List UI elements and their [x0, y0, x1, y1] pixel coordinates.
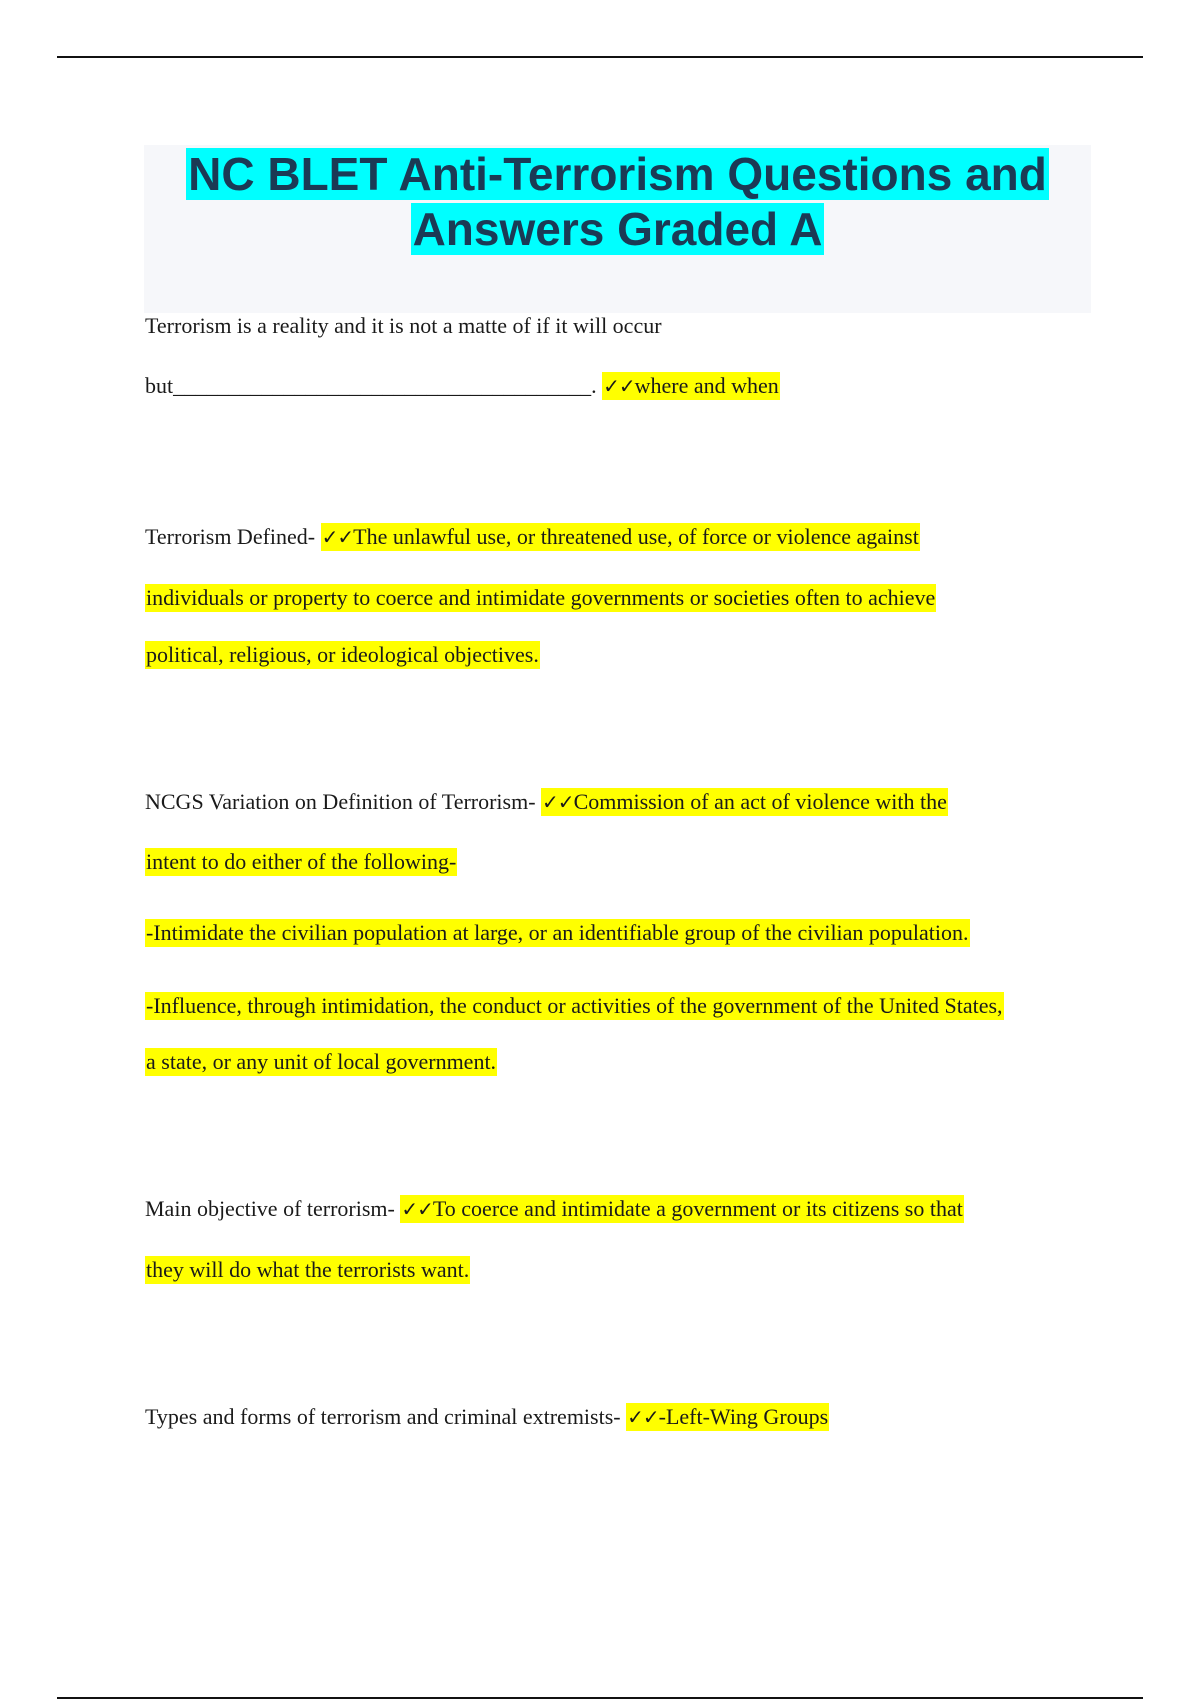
double-check-icon: ✓✓: [401, 1197, 433, 1221]
question-text: but______________________________________.: [145, 373, 603, 398]
qa-line: [145, 787, 948, 817]
qa-line: [145, 1047, 497, 1077]
qa-line: [145, 1194, 964, 1224]
qa-line: [145, 918, 970, 948]
question-text: Terrorism is a reality and it is not a matte of if it will occur: [145, 313, 662, 338]
footer-rule: [57, 1697, 1143, 1699]
qa-line: [145, 991, 1004, 1021]
question-text: Main objective of terrorism-: [145, 1196, 401, 1221]
answer-text: -Influence, through intimidation, the conduct or activities of the government of the United States,: [146, 993, 1003, 1018]
question-text: Terrorism Defined-: [145, 524, 321, 549]
answer-text: To coerce and intimidate a government or its citizens so that: [432, 1196, 963, 1221]
qa-line: [145, 1255, 470, 1285]
question-text: Types and forms of terrorism and criminal extremists-: [145, 1404, 627, 1429]
answer-text: they will do what the terrorists want.: [146, 1257, 470, 1282]
title-line-2: Answers Graded A: [412, 203, 823, 255]
qa-line: [145, 1402, 829, 1432]
qa-line: [145, 640, 540, 670]
document-title: [144, 145, 1091, 257]
answer-text: intent to do either of the following-: [146, 849, 457, 874]
header-rule: [57, 56, 1143, 58]
title-line-1: NC BLET Anti-Terrorism Questions and: [188, 148, 1047, 200]
answer-text: -Left-Wing Groups: [658, 1404, 829, 1429]
answer-text: individuals or property to coerce and intimidate governments or societies often to achieve: [146, 585, 936, 610]
answer-text: where and when: [634, 373, 779, 398]
answer-highlight: [602, 372, 780, 400]
qa-line: [145, 583, 936, 613]
qa-line: [145, 522, 920, 552]
answer-text: a state, or any unit of local government.: [146, 1049, 497, 1074]
qa-line: [145, 847, 457, 877]
answer-highlight: [321, 523, 920, 551]
answer-text: political, religious, or ideological objectives.: [146, 642, 539, 667]
answer-text: The unlawful use, or threatened use, of force or violence against: [353, 524, 919, 549]
question-text: NCGS Variation on Definition of Terrorism-: [145, 789, 542, 814]
answer-text: Commission of an act of violence with the: [573, 789, 947, 814]
answer-highlight: [400, 1195, 963, 1223]
answer-highlight: [541, 788, 948, 816]
qa-line: [145, 371, 780, 401]
double-check-icon: ✓✓: [321, 525, 354, 549]
double-check-icon: ✓✓: [542, 790, 574, 814]
answer-text: -Intimidate the civilian population at large, or an identifiable group of the civilian population.: [146, 920, 969, 945]
title-block: [144, 145, 1091, 313]
double-check-icon: ✓✓: [627, 1405, 659, 1429]
double-check-icon: ✓✓: [603, 374, 635, 398]
answer-highlight: [626, 1403, 829, 1431]
